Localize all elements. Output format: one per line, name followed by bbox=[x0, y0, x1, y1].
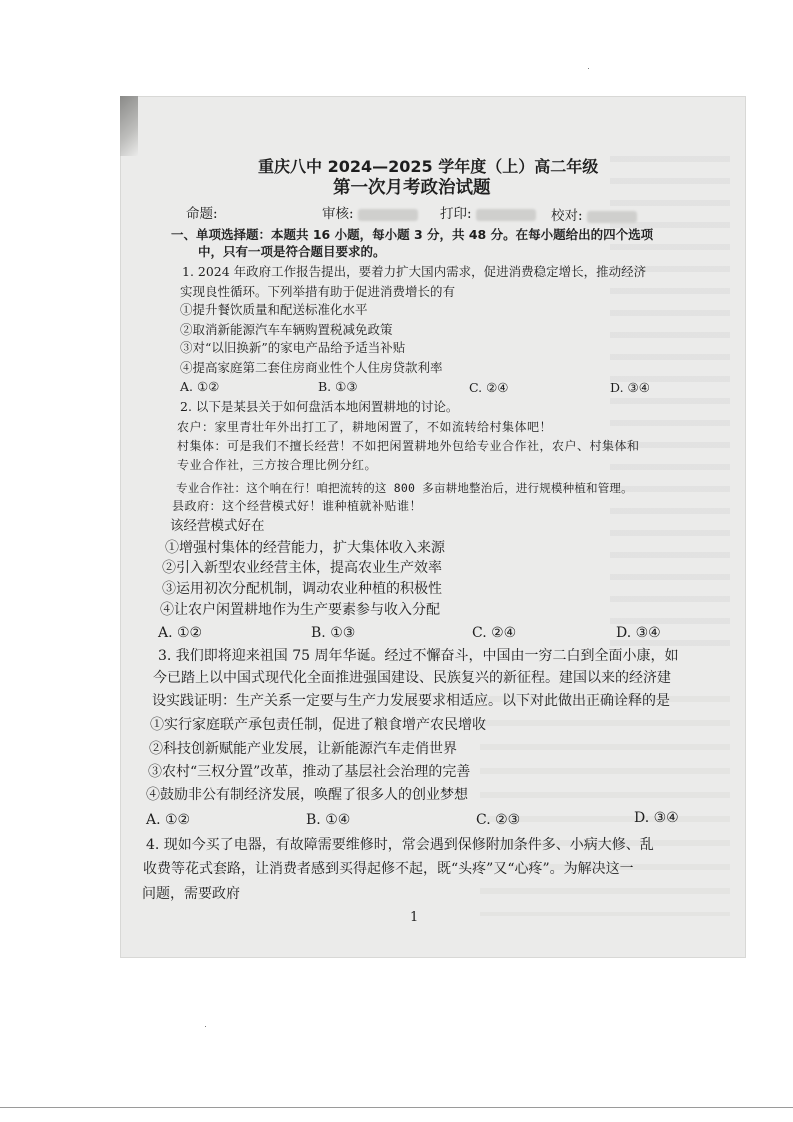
q1-choice-c: C. ②④ bbox=[469, 380, 509, 395]
q4-stem-line1: 4. 现如今买了电器，有故障需要维修时，常会遇到保修附加条件多、小病大修、乱 bbox=[146, 837, 654, 853]
q3-option-4: ④鼓励非公有制经济发展，唤醒了很多人的创业梦想 bbox=[146, 787, 468, 803]
scan-speck bbox=[588, 68, 589, 69]
q3-choice-a: A. ①② bbox=[146, 812, 191, 828]
q2-farmer-line: 农户：家里青壮年外出打工了，耕地闲置了，不如流转给村集体吧！ bbox=[177, 420, 553, 434]
q1-stem-line2: 实现良性循环。下列举措有助于促进消费增长的有 bbox=[180, 284, 456, 299]
q1-option-1: ①提升餐饮质量和配送标准化水平 bbox=[180, 302, 368, 317]
field-proofreader bbox=[551, 207, 637, 225]
field-proofreader-label: 校对: bbox=[551, 208, 583, 224]
q2-coop-line: 专业合作社：这个响在行！咱把流转的这 800 多亩耕地整治后，进行规模种植和管理。 bbox=[176, 481, 633, 495]
q3-stem-line3: 设实践证明：生产关系一定要与生产力发展要求相适应。以下对此做出正确诠释的是 bbox=[152, 693, 670, 709]
field-proposer-label: 命题: bbox=[186, 206, 218, 222]
q1-choice-d: D. ③④ bbox=[610, 380, 650, 395]
redacted-mark bbox=[476, 209, 536, 221]
q1-option-4: ④提高家庭第二套住房商业性个人住房贷款利率 bbox=[180, 360, 443, 375]
q4-stem-line2: 收费等花式套路，让消费者感到买得起修不起，既“头疼”又“心疼”。为解决这一 bbox=[143, 861, 634, 877]
q2-government-line: 县政府：这个经营模式好！谁种植就补贴谁！ bbox=[172, 499, 423, 513]
q2-stem: 2. 以下是某县关于如何盘活本地闲置耕地的讨论。 bbox=[180, 399, 459, 414]
q3-option-2: ②科技创新赋能产业发展，让新能源汽车走俏世界 bbox=[149, 741, 457, 757]
q3-stem-line1: 3. 我们即将迎来祖国 75 周年华诞。经过不懈奋斗，中国由一穷二白到全面小康，如 bbox=[158, 648, 679, 664]
exam-subject-title: 第一次月考政治试题 bbox=[333, 178, 491, 198]
q3-choice-b: B. ①④ bbox=[306, 812, 351, 828]
q2-option-4: ④让农户闲置耕地作为生产要素参与收入分配 bbox=[160, 602, 440, 618]
q2-village-line1: 村集体：可是我们不擅长经营！不如把闲置耕地外包给专业合作社，农户、村集体和 bbox=[177, 439, 640, 453]
q3-option-1: ①实行家庭联产承包责任制，促进了粮食增产农民增收 bbox=[150, 717, 486, 733]
q2-choice-c: C. ②④ bbox=[472, 625, 517, 641]
q1-choice-a: A. ①② bbox=[180, 379, 220, 394]
q2-option-2: ②引入新型农业经营主体，提高农业生产效率 bbox=[162, 560, 442, 576]
section-heading-line1: 一、单项选择题：本题共 16 小题，每小题 3 分，共 48 分。在每小题给出的四个选项 bbox=[171, 227, 654, 242]
page-number: 1 bbox=[410, 910, 419, 925]
q2-choice-b: B. ①③ bbox=[311, 625, 356, 641]
q1-option-2: ②取消新能源汽车车辆购置税减免政策 bbox=[180, 322, 393, 337]
scan-speck bbox=[205, 1026, 206, 1027]
q2-choice-d: D. ③④ bbox=[616, 625, 661, 641]
paper-corner-shadow bbox=[120, 96, 138, 156]
q3-option-3: ③农村“三权分置”改革，推动了基层社会治理的完善 bbox=[148, 764, 471, 780]
q3-stem-line2: 今已踏上以中国式现代化全面推进强国建设、民族复兴的新征程。建国以来的经济建 bbox=[153, 670, 671, 686]
q3-choice-c: C. ②③ bbox=[476, 812, 521, 828]
q3-choice-d: D. ③④ bbox=[634, 810, 679, 826]
field-proposer bbox=[186, 205, 218, 223]
q1-choice-b: B. ①③ bbox=[318, 379, 358, 394]
field-printer-label: 打印: bbox=[440, 206, 472, 222]
q2-option-1: ①增强村集体的经营能力，扩大集体收入来源 bbox=[165, 540, 445, 556]
q1-stem-line1: 1. 2024 年政府工作报告提出，要着力扩大国内需求，促进消费稳定增长，推动经济 bbox=[182, 264, 647, 279]
section-heading-line2: 中，只有一项是符合题目要求的。 bbox=[198, 244, 386, 259]
field-printer bbox=[440, 205, 536, 223]
redacted-mark bbox=[358, 209, 418, 221]
field-reviewer bbox=[322, 205, 418, 223]
q4-stem-line3: 问题，需要政府 bbox=[142, 886, 240, 902]
field-reviewer-label: 审核: bbox=[322, 206, 354, 222]
q1-option-3: ③对“以旧换新”的家电产品给予适当补贴 bbox=[180, 340, 406, 355]
q2-village-line2: 专业合作社，三方按合理比例分红。 bbox=[177, 458, 378, 472]
show-through-texture-2 bbox=[480, 696, 730, 916]
page-bottom-rule bbox=[0, 1107, 793, 1108]
q2-option-3: ③运用初次分配机制，调动农业种植的积极性 bbox=[162, 581, 442, 597]
q2-ask: 该经营模式好在 bbox=[170, 518, 265, 534]
exam-school-title: 重庆八中 2024—2025 学年度（上）高二年级 bbox=[258, 157, 599, 176]
q2-choice-a: A. ①② bbox=[158, 625, 203, 641]
redacted-mark bbox=[587, 211, 637, 223]
